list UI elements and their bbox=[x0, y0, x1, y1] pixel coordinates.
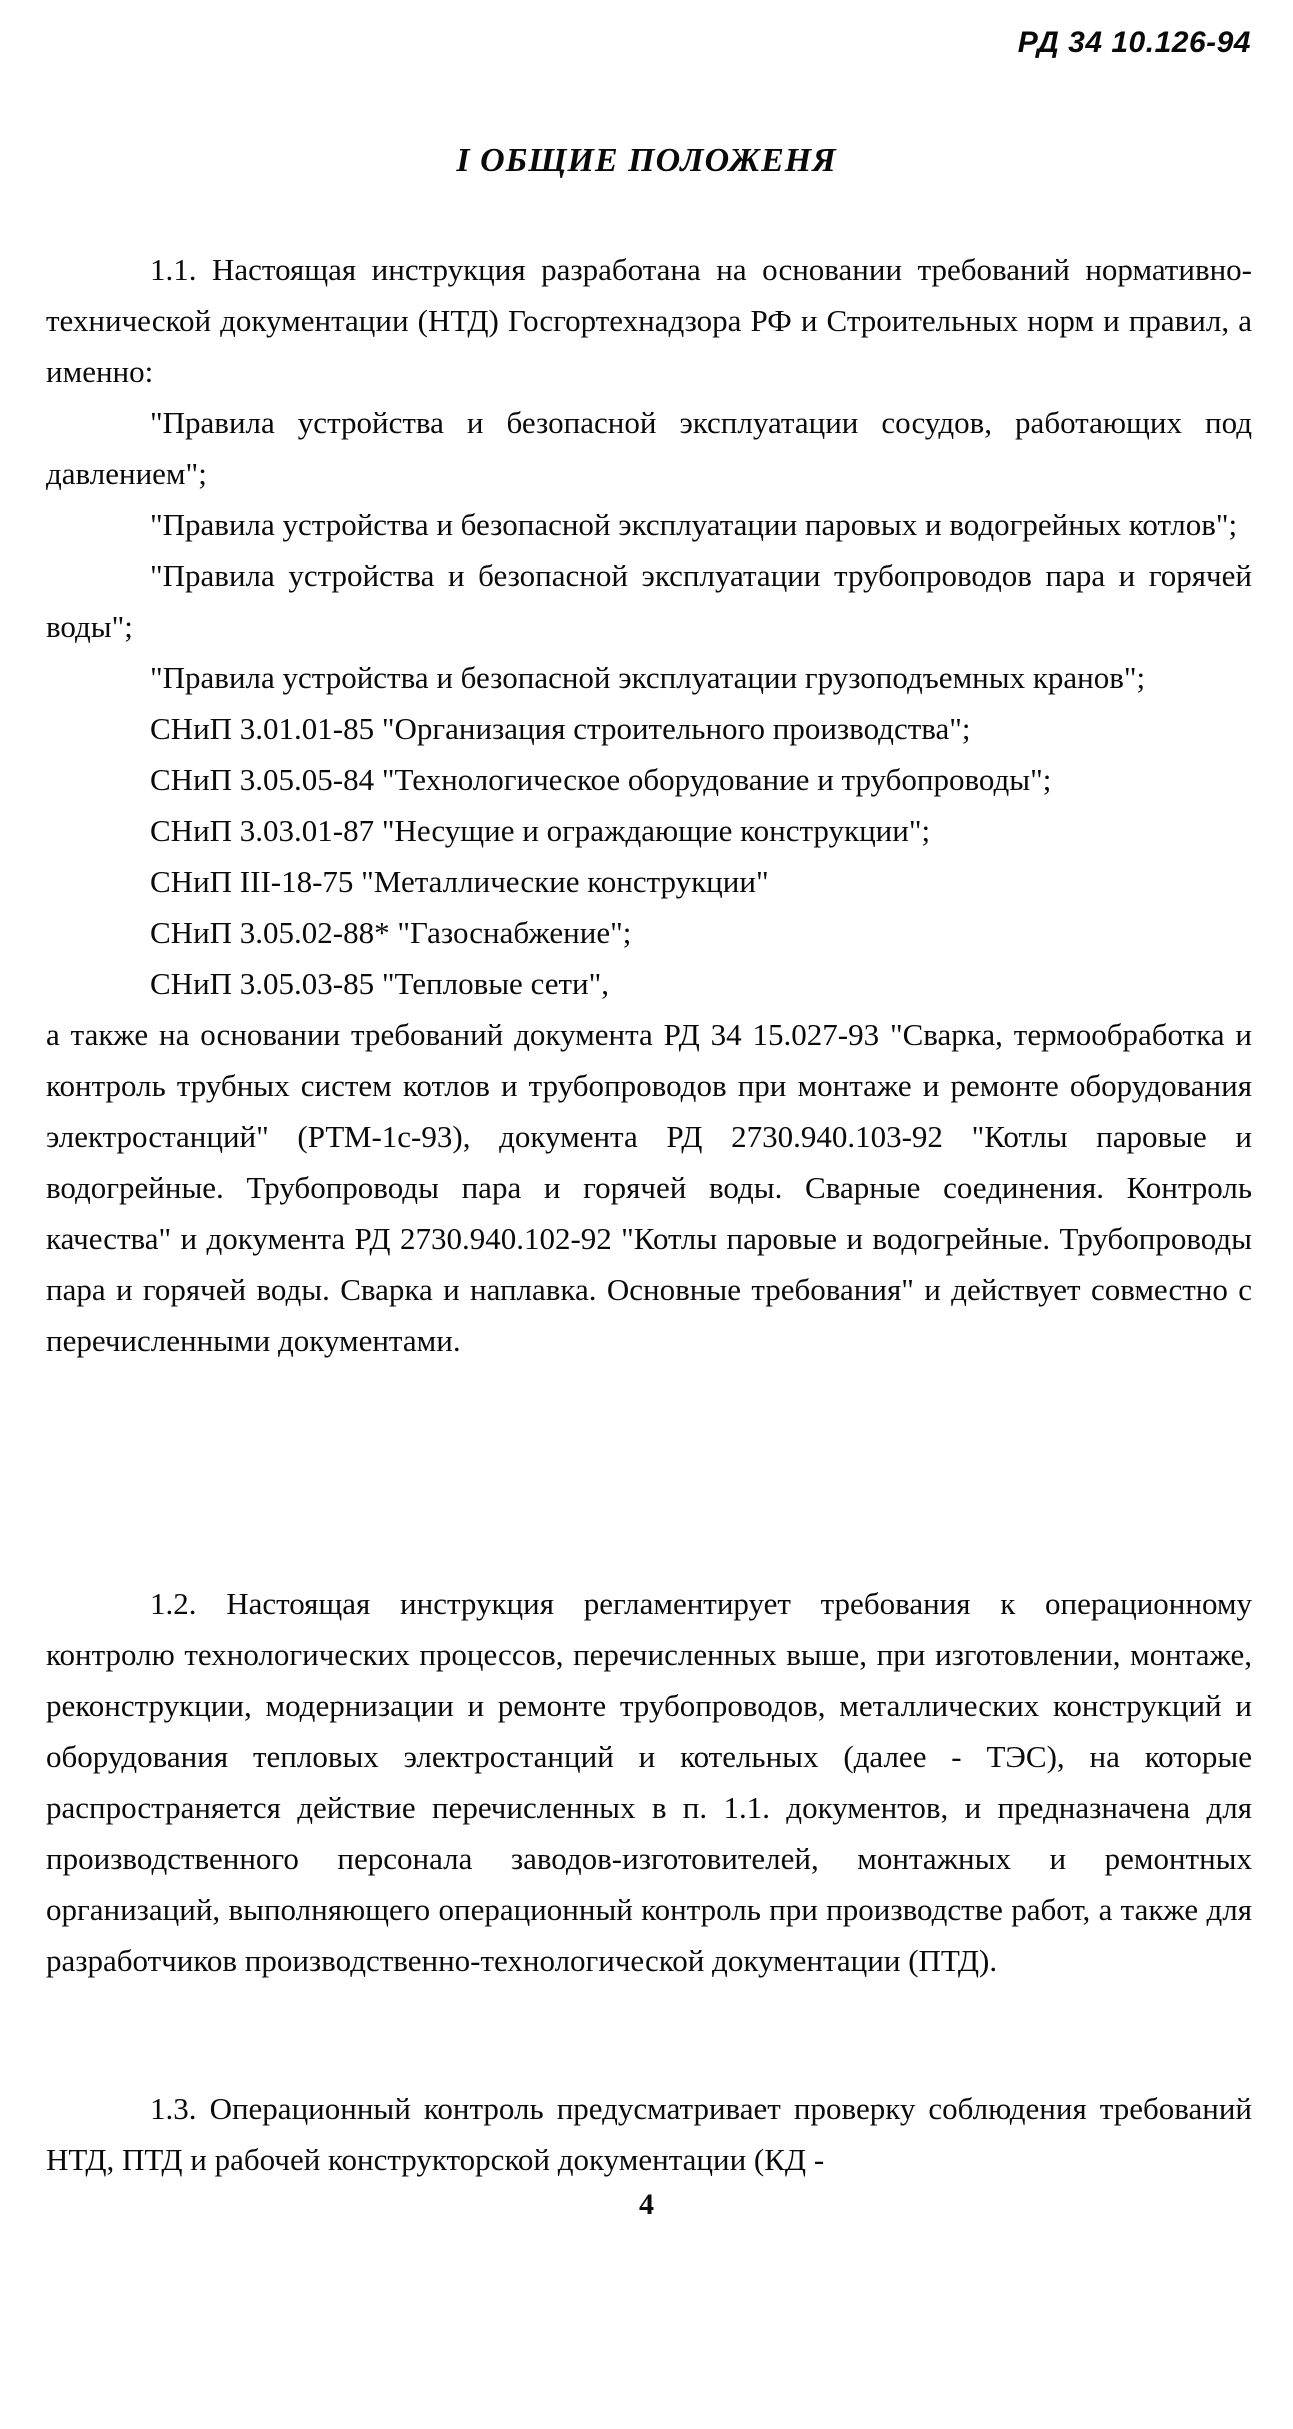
reference-item: СНиП 3.03.01-87 "Несущие и ограждающие конструкции"; bbox=[150, 813, 931, 848]
page-number: 4 bbox=[639, 2188, 654, 2221]
reference-item: СНиП 3.05.02-88* "Газоснабжение"; bbox=[150, 915, 632, 950]
paragraph-1-1-closing: а также на основании требований документа РД 34 15.027-93 "Сварка, термообработка и контроль трубных систем котлов и трубопроводов при монтаже и ремонте оборудования электростанций" (РТМ-1с-93), документа РД 2730.940.103-92 "Котлы паровые и водогрейные. Трубопроводы пара и горячей воды. Сварные соединения. Контроль качества" и документа РД 2730.940.102-92 "Котлы паровые и водогрейные. Трубопроводы пара и горячей воды. Сварка и наплавка. Основные требования" и действует совместно с перечисленными документами. bbox=[46, 1017, 1252, 1358]
reference-item: "Правила устройства и безопасной эксплуатации паровых и водогрейных котлов"; bbox=[150, 507, 1238, 542]
reference-item: "Правила устройства и безопасной эксплуатации грузоподъемных кранов"; bbox=[150, 660, 1146, 695]
reference-item: СНиП 3.05.05-84 "Технологическое оборудование и трубопроводы"; bbox=[150, 762, 1052, 797]
reference-item: СНиП III-18-75 "Металлические конструкции" bbox=[150, 864, 769, 899]
paragraph-1-3-text: 1.3. Операционный контроль предусматривает проверку соблюдения требований НТД, ПТД и рабочей конструкторской документации (КД - bbox=[46, 2091, 1252, 2177]
reference-item: "Правила устройства и безопасной эксплуатации трубопроводов пара и горячей воды"; bbox=[46, 558, 1252, 644]
paragraph-1-3 bbox=[46, 2083, 1252, 2185]
paragraph-1-1-intro: 1.1. Настоящая инструкция разработана на основании требований нормативно-технической документации (НТД) Госгортехнадзора РФ и Строительных норм и правил, а именно: bbox=[46, 252, 1252, 389]
paragraph-1-2-text: 1.2. Настоящая инструкция регламентирует требования к операционному контролю технологических процессов, перечисленных выше, при изготовлении, монтаже, реконструкции, модернизации и ремонте трубопроводов, металлических конструкций и оборудования тепловых электростанций и котельных (далее - ТЭС), на которые распространяется действие перечисленных в п. 1.1. документов, и предназначена для производственного персонала заводов-изготовителей, монтажных и ремонтных организаций, выполняющего операционный контроль при производстве работ, а также для разработчиков производственно-технологической документации (ПТД). bbox=[46, 1586, 1252, 1978]
section-title: I ОБЩИЕ ПОЛОЖЕНЯ bbox=[456, 142, 837, 179]
reference-item: СНиП 3.05.03-85 "Тепловые сети", bbox=[150, 966, 610, 1001]
document-code: РД 34 10.126-94 bbox=[1017, 26, 1251, 59]
paragraph-1-1 bbox=[46, 244, 1252, 1366]
paragraph-1-2 bbox=[46, 1578, 1252, 1986]
reference-item: "Правила устройства и безопасной эксплуатации сосудов, работающих под давлением"; bbox=[46, 405, 1252, 491]
reference-item: СНиП 3.01.01-85 "Организация строительного производства"; bbox=[150, 711, 971, 746]
